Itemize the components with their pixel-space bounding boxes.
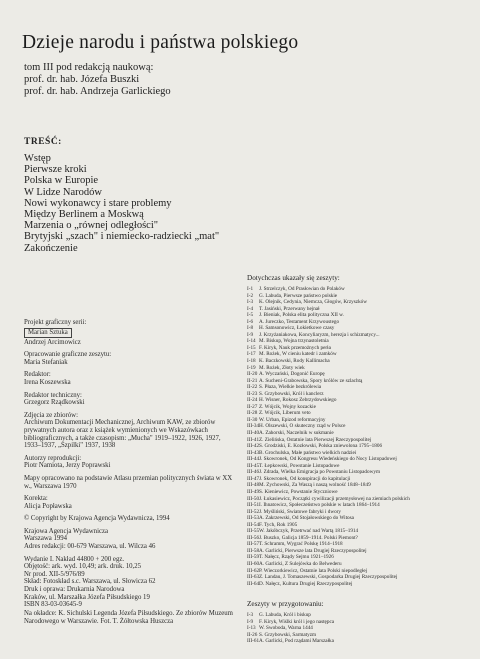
volume-number: III-57: [247, 541, 260, 548]
volume-number: I-15: [247, 344, 256, 351]
volume-title: H. Samsonowicz, Łokietkowe czasy: [259, 325, 335, 332]
volume-title: D. Nałęcz, Kultura Drugiej Rzeczypospolitej: [259, 580, 353, 587]
volume-number: III-52: [247, 508, 260, 515]
volume-title: A. Garlicki, Pierwsze lata Drugiej Rzeczypospolitej: [259, 547, 367, 554]
reproductions-credit: [24, 455, 234, 470]
volume-number: III-61: [247, 638, 260, 645]
volume-number: I-3: [247, 299, 254, 306]
product-number: Nr prod. XII-5/976/89: [24, 570, 85, 578]
printer-address: Kraków, ul. Marszałka Józefa Piłsudskiego 19: [24, 593, 150, 601]
contents-heading: TREŚĆ:: [24, 137, 62, 147]
volume-title: S. Grzybowski, Sarmatyzm: [259, 631, 317, 638]
volume-number: II-21: [247, 377, 258, 384]
volume-title: J. Skowronek, Od Kongresu Wiedeńskiego do Nocy Listopadowej: [259, 456, 397, 463]
credit-name: Irena Koszewska: [24, 378, 71, 386]
volume-number: I-13: [247, 625, 256, 632]
volume-number: II-26: [247, 631, 258, 638]
tech-editor-credit: [24, 392, 234, 407]
volume-title: Z. Zielińska, Ostatnie lata Pierwszej Rzeczypospolitej: [259, 436, 372, 443]
toc-item: Polska w Europie: [24, 175, 99, 187]
edition-info: Wydanie I. Nakład 44800 + 200 egz.: [24, 555, 125, 563]
published-list: [247, 286, 472, 587]
volume-title: P. Wieczorkiewicz, Ostatnie lata Polski niepodległej: [259, 567, 368, 574]
volume-title: M. Żychowski, Za Waszą i naszą wolność 1848–1849: [259, 482, 371, 489]
volume-title: W. Swoboda, Warna 1444: [259, 625, 313, 632]
volume-number: I-2: [247, 292, 254, 299]
volume-title: S. Grzybowski, Król i kanclerz: [259, 390, 324, 397]
volume-number: I-9: [247, 331, 254, 338]
credits-block: [24, 319, 234, 614]
volume-number: I-5: [247, 312, 254, 319]
volume-number: III-62: [247, 567, 260, 574]
volume-number: II-23: [247, 390, 258, 397]
volume-title: F. Tych, Rok 1905: [259, 521, 298, 528]
toc-item: Marzenia o „równej odległości": [24, 220, 159, 232]
printer-info: Druk i oprawa: Drukarnia Narodowa: [24, 586, 125, 594]
volume-title: M. Rożek, Złoty wiek: [259, 364, 305, 371]
editorial-line: tom III pod redakcją naukową:: [24, 62, 154, 73]
toc-item: Brytyjski „szach" i niemiecko-radziecki „mat": [24, 231, 220, 243]
volume-number: III-48: [247, 482, 260, 489]
volume-number: III-45: [247, 462, 260, 469]
volume-title: A. Garlicki, Z Sulejówka do Belwederu: [259, 560, 342, 567]
volume-number: III-34: [247, 423, 260, 430]
volume-number: III-47: [247, 475, 260, 482]
in-preparation-list: [247, 612, 472, 645]
volume-title: S. Grodziski, E. Kozłowski, Polska zniewolona 1795–1806: [259, 443, 383, 450]
toc-item: W Lidze Narodów: [24, 186, 102, 198]
volume-title: M. Rożek, W cieniu katedr i zamków: [259, 351, 337, 358]
volume-number: III-64: [247, 580, 260, 587]
volume-title: G. Labuda, Król i biskup: [259, 612, 311, 619]
volume-title: A. Garlicki, Pod rządami Marszałka: [259, 638, 334, 645]
copyright-notice: [24, 515, 234, 523]
volume-number: I-4: [247, 305, 254, 312]
publisher-name: Krajowa Agencja Wydawnicza: [24, 527, 109, 535]
volume-title: G. Labuda, Pierwsze państwo polskie: [259, 292, 338, 299]
volume-number: I-6: [247, 318, 254, 325]
credit-text: Mapy opracowano na podstawie Atlasu przemian politycznych świata w XX w., Warszawa 1970: [24, 474, 233, 490]
published-heading: Dotychczas ukazały się zeszyty:: [247, 274, 340, 282]
in-preparation-heading: Zeszyty w przygotowaniu:: [247, 600, 324, 609]
volume-title: W. Jakóbczyk, Przetrwać nad Wartą 1815–1914: [259, 528, 359, 535]
credit-name: Alicja Popławska: [24, 502, 72, 510]
volume-entry: [247, 638, 472, 645]
publisher-info: [24, 528, 234, 551]
volume-title: H. Wisner, Rokosz Zebrzydowskiego: [259, 397, 337, 404]
credit-label: Autorzy reprodukcji:: [24, 454, 82, 462]
toc-item: Pierwsze kroki: [24, 164, 87, 176]
volume-title: J. Strzelczyk, Od Prasłowian do Polaków: [259, 286, 345, 292]
volume-title: J. Bieniak, Polska elita polityczna XII w.: [259, 312, 344, 319]
volume-title: K. Olejnik, Cedynia, Niemcza, Głogów, Krzyszków: [259, 299, 367, 306]
series-title: Dzieje narodu i państwa polskiego: [22, 32, 299, 53]
volume-number: III-53: [247, 515, 260, 522]
credit-label: Redaktor techniczny:: [24, 391, 82, 399]
volume-title: T. Schramm, Wygrać Polskę 1914–1918: [259, 541, 343, 548]
volume-number: III-60: [247, 560, 260, 567]
credit-name: Piotr Namiota, Jerzy Poprawski: [24, 462, 111, 470]
volume-number: III-49: [247, 488, 260, 495]
volume-title: T. Nałęcz, Rządy Sejmu 1921–1926: [259, 554, 334, 561]
volume-title: Z. Wójcik, Wojny kozackie: [259, 403, 316, 410]
volume-title: Z. Landau, J. Tomaszewski, Gospodarka Drugiej Rzeczypospolitej: [259, 574, 398, 581]
volume-title: B. Grochulska, Małe państwo wielkich nadziei: [259, 449, 357, 456]
publisher-address: Adres redakcji: 00-679 Warszawa, ul. Wilcza 46: [24, 543, 156, 551]
volume-title: J. Łukasiewicz, Początki cywilizacji przemysłowej na ziemiach polskich: [259, 495, 410, 502]
editor-credit: [24, 371, 234, 386]
photos-credit: [24, 412, 234, 450]
volume-title: I. Ihnatowicz, Społeczeństwo polskie w latach 1864–1914: [259, 502, 380, 509]
volume-title: J. Zdrada, Wielka Emigracja po Powstaniu Listopadowym: [259, 469, 380, 476]
credit-label: Redaktor:: [24, 371, 51, 379]
volume-number: II-30: [247, 416, 258, 423]
toc-item: Nowi wykonawcy i stare problemy: [24, 197, 172, 209]
volume-number: III-40: [247, 430, 260, 437]
credit-label: Opracowanie graficzne zeszytu:: [24, 351, 112, 359]
design-credit: [24, 351, 234, 366]
volume-title: A. Wyczański, Dogonić Europę: [259, 371, 325, 378]
typeset-info: Skład: Fotoskład s.c. Warszawa, ul. Słowicza 62: [24, 578, 156, 586]
cover-footnote: Na okładce: K. Sichulski Legenda Józefa Piłsudskiego. Ze zbiorów Muzeum Narodowego w Warszawie. Fot. T. Żółtowska Huszcza: [24, 610, 233, 625]
volume-number: III-58: [247, 547, 260, 554]
volume-title: A. Sucheni-Grabowska, Spory królów ze szlachtą: [259, 377, 363, 384]
volume-number: III-51: [247, 502, 260, 509]
toc-item: Między Berlinem a Moskwą: [24, 209, 144, 221]
volume-title: J. Skowronek, Od konspiracji do kapitulacji: [259, 475, 351, 482]
volume-number: I-17: [247, 351, 256, 358]
volume-number: III-41: [247, 436, 260, 443]
volume-title: J. Buszko, Galicja 1859–1914. Polski Piemont?: [259, 534, 358, 541]
volume-number: I-8: [247, 325, 254, 332]
volume-title: A. Zakrzewski, Od Stojałowskiego do Witosa: [259, 515, 354, 522]
volume-title: W. Urban, Epizod reformacyjny: [259, 416, 326, 423]
print-info: [24, 556, 234, 609]
volume-number: II-28: [247, 410, 258, 417]
volume-number: III-56: [247, 534, 260, 541]
volume-title: F. Kiryk, Nauk przemożnych perła: [259, 344, 331, 351]
maps-credit: [24, 475, 234, 490]
volume-title: A. Jureczko, Testament Krzywoustego: [259, 318, 340, 325]
credit-name: Grzegorz Rządkowski: [24, 399, 85, 407]
table-of-contents: [24, 153, 219, 254]
graphic-project-credit: [24, 319, 234, 346]
volume-number: III-44: [247, 456, 260, 463]
toc-item: Zakończenie: [24, 242, 78, 254]
volume-number: III-50: [247, 495, 260, 502]
series-volume-list: [247, 274, 472, 645]
volume-number: I-3: [247, 612, 254, 619]
credit-label: Korekta:: [24, 495, 48, 503]
credit-name: Andrzej Arcimowicz: [24, 338, 81, 346]
publisher-city: Warszawa 1994: [24, 535, 68, 543]
volume-title: K. Baczkowski, Rody Kallimacha: [259, 358, 330, 365]
credit-text: Archiwum Dokumentacji Mechanicznej, Archiwum KAW, ze zbiorów prywatnych autora oraz z książek wymienionych we Wskazówkach bibliograficznych, a także czasopism: „Mucha" 1919–1922, 1926, 1927, 1933–1937, „Szpilki" 1937, 1938: [24, 419, 221, 450]
volume-number: III-54: [247, 521, 260, 528]
editorial-line: prof. dr. hab. Józefa Buszki: [24, 74, 140, 85]
volume-number: III-55: [247, 528, 260, 535]
volume-number: II-20: [247, 371, 258, 378]
volume-number: I-1: [247, 286, 254, 292]
credit-label: Projekt graficzny serii:: [24, 319, 87, 326]
volume-title: J. Myśliński, Światowe fabryki i dwory: [259, 508, 341, 515]
credit-name: Maria Stefaniak: [24, 358, 68, 366]
volume-title: H. Olszewski, O skuteczny rząd w Polsce: [259, 423, 346, 430]
credit-name-boxed: Marian Sztuka: [24, 328, 72, 338]
volume-title: J. Krzyżaniakowa, Koncyliaryzm, herezja i schizmatycy...: [259, 331, 380, 338]
volume-number: I-9: [247, 618, 254, 625]
volume-title: T. Jasiński, Przerwany hejnał: [259, 305, 320, 312]
volume-number: III-46: [247, 469, 260, 476]
volume-number: III-42: [247, 443, 260, 450]
volume-number: II-27: [247, 403, 258, 410]
volume-title: F. Kiryk, Wiślki król i jego następca: [259, 618, 335, 625]
volume-number: III-43: [247, 449, 260, 456]
volume-title: A. Zahorski, Naczelnik w sukmanie: [259, 430, 334, 437]
volume-title: S. Kieniewicz, Powstanie Styczniowe: [259, 488, 338, 495]
volume-title: Z. Wójcik, Liberum veto: [259, 410, 311, 417]
volume-number: III-59: [247, 554, 260, 561]
volume-title: T. Łepkowski, Powstanie Listopadowe: [259, 462, 340, 469]
toc-item: Wstęp: [24, 153, 51, 164]
copyright-text: © Copyright by Krajowa Agencja Wydawnicza, 1994: [24, 515, 170, 523]
volume-number: III-63: [247, 574, 260, 581]
proof-credit: [24, 495, 234, 510]
volume-number: II-24: [247, 397, 258, 404]
credit-label: Zdjęcia ze zbiorów:: [24, 411, 78, 419]
volume-number: I-18: [247, 358, 256, 365]
volume-entry: [247, 581, 472, 588]
volume-number: II-22: [247, 384, 258, 391]
volume-number: I-14: [247, 338, 256, 345]
volume-number: I-19: [247, 364, 256, 371]
sheets-info: Objętość: ark. wyd. 10,49; ark. druk. 10,25: [24, 563, 142, 571]
editorial-line: prof. dr. hab. Andrzeja Garlickiego: [24, 86, 171, 97]
isbn: ISBN 83-03-03645-9: [24, 601, 82, 609]
volume-title: M. Biskup, Wojna trzynastoletnia: [259, 338, 329, 345]
volume-title: S. Płaza, Wielkie bezkrólewia: [259, 384, 322, 391]
